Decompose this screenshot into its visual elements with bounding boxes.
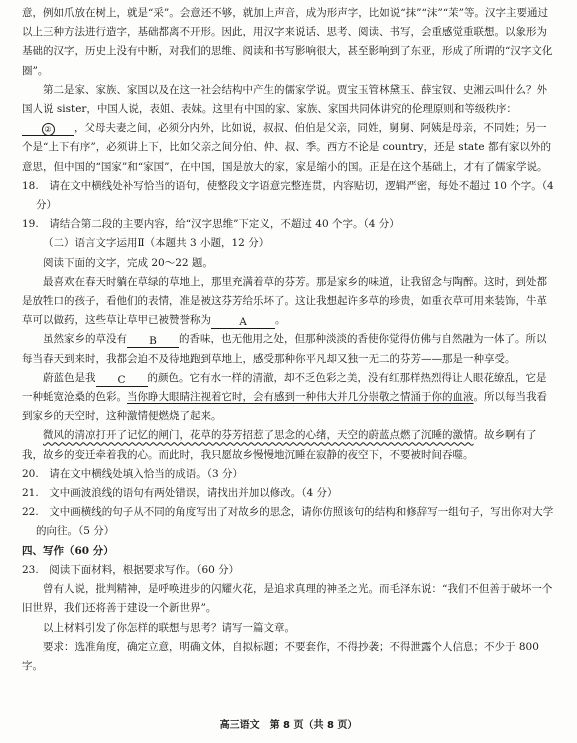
blank-b-label: B — [149, 335, 157, 348]
blank-2-label: ② — [42, 123, 55, 136]
para3-pre: 蔚蓝色是我 — [43, 371, 96, 384]
writing-material-2: 以上材料引发了你怎样的联想与思考？请写一篇文章。 — [43, 621, 295, 634]
para2-after-blank: ，父母夫妻之间，必须分内外，比如说，叔叔、伯伯是父亲，同姓，舅舅、阿姨是母亲，不同姓；另一个是“上下有序”，必须讲上下，比如父亲之间分伯、仲、叔、季。西方不论是 country，还是 state 都有家以外的意思，但中国的“国家”和“家国”，在中国，国是放大的家，家是缩小的国。正是在这个基础上，才有了儒家学说。 — [22, 122, 551, 173]
passage1-continued: 意，例如爪放在树上，就是“采”。会意还不够，就加上声音，成为形声字，比如说“抹”“沫”“茉”等。汉字主要通过以上三种方法进行造字，基础都离不开形。因此，用汉字来说话、思考、阅读、书写，会重感觉重联想。以象形为基础的汉字，历史上没有中断，对我们的思维、阅读和书写影响很大，甚至影响到了东亚，形成了所谓的“汉字文化圈”。 — [22, 7, 553, 77]
section2-para4 — [22, 426, 555, 464]
blank-c-label: C — [117, 373, 126, 386]
section2-intro: 阅读下面的文字，完成 20～22 题。 — [43, 256, 213, 269]
para1-text: 最喜欢在春天时躺在草绿的草地上，那里充满着草的芬芳。那是家乡的味道，让我留念与陶醉。这时，到处都是放牲口的孩子，看他们的表情，准是被这芬芳给乐坏了。这让我想起许多草的珍贵，如重衣草可用来装饰，牛革草可以做药，这些草让草甲已被赞誉称为 — [22, 275, 547, 327]
blank-a — [211, 316, 275, 329]
section2-para3 — [22, 369, 555, 427]
question-23: 23. 阅读下面材料，根据要求写作。（60 分） — [22, 563, 240, 576]
question-19: 19. 请结合第二段的主要内容，给“汉字思维”下定义，不超过 40 个字。（4 分） — [22, 218, 400, 231]
para3-mid: 的颜色。它有水一样的清澈，却不乏色彩之美，没有红那样热烈得让人眼花缭乱，它是一种蚝宽沧桑的色彩。 — [22, 371, 547, 404]
para4-post: 。故乡啊有了我，故乡的变迁牵着我的心。而此时，我只愿故乡慢慢地沉睡在寂静的夜空下，不要被时间吞噬。 — [22, 429, 537, 461]
wavy-underlined-sentence: 微风的清凉打开了记忆的闸门，花草的芬芳招惹了思念的心绪，天空的蔚蓝点燃了沉睡的激情 — [43, 429, 474, 442]
section2-title: （二）语言文字运用Ⅱ（本题共 3 小题，12 分） — [43, 237, 270, 250]
page-content — [22, 4, 555, 676]
straight-underlined-sentence: 当你睁大眼睛注视着它时，会有感到一种伟大并几分崇敬之情涌于你的血液 — [127, 391, 474, 404]
question-22-line2: 句子，写出你对大学的向往。（5 分） — [36, 506, 554, 538]
blank-b — [127, 335, 179, 348]
writing-section-title: 四、写作（60 分） — [22, 544, 114, 557]
writing-material-1: 曾有人说，批判精神，是呼唤进步的闪耀火花，是追求真理的神圣之光。而毛泽东说：“我们不但善于破坏一个旧世界，我们还将善于建设一个新世界”。 — [22, 583, 553, 615]
section2-para2 — [22, 330, 555, 368]
passage1-para2 — [22, 81, 555, 177]
blank-c — [96, 374, 148, 387]
para2-post: 的香味，也无他用之处，但那种淡淡的香使你觉得仿佛与自然融为一体了。所以每当春天到来时，我都会迫不及待地跑到草地上，感受那种你平凡却又独一无二的芬芳——那是一种享受。 — [22, 333, 547, 365]
question-18: 18. 请在文中横线处补写恰当的语句，使整段文字语意完整连贯，内容贴切，逻辑严密，每处不超过 10 个字。（4 分） — [22, 179, 554, 212]
para2-before-blank: 第二是家、家族、家国以及在这一社会结构中产生的儒家学说。贾宝玉管林黛玉、薛宝钗、史湘云叫什么？外国人说 sister，中国人说，表姐、表妹。这里有中国的家、家族、家国共同体讲究的伦理原则和等级秩序： — [22, 83, 547, 116]
question-20: 20. 请在文中横线处填入恰当的成语。（3 分） — [22, 467, 243, 480]
question-22-line1: 22. 文中画横线的句子从不同的角度写出了对故乡的思念，请你仿照该句的结构和修辞写一组 — [22, 506, 459, 519]
para2-pre: 虽然家乡的草没有 — [43, 333, 127, 346]
page-footer: 高三语文 第 8 页（共 8 页） — [219, 720, 358, 731]
question-22 — [22, 503, 555, 541]
section2-para1: 最喜欢在春天时躺在草绿的草地上，那里充满着草的芬芳。那是家乡的味道，让我留念与陶醉。这时，到处都是放牲口的孩子，看他们的表情，准是被这芬芳给乐坏了。这让我想起许多草的珍贵，如重衣草可用来装饰，牛革草可以做药，这些草让草甲已被赞誉称为 A 。 — [22, 275, 547, 329]
para3-post: 。所以每当我看到家乡的天空时，这种激情便燃烧了起来。 — [22, 391, 547, 423]
question-21: 21. 文中画波浪线的语句有两处错误，请找出并加以修改。（4 分） — [22, 487, 338, 500]
writing-requirements: 要求：选准角度，确定立意，明确文体，自拟标题；不要套作，不得抄袭；不得泄露个人信息；不少于 800 字。 — [22, 640, 539, 672]
blank-2 — [22, 123, 74, 136]
blank-a-label: A — [239, 316, 247, 329]
